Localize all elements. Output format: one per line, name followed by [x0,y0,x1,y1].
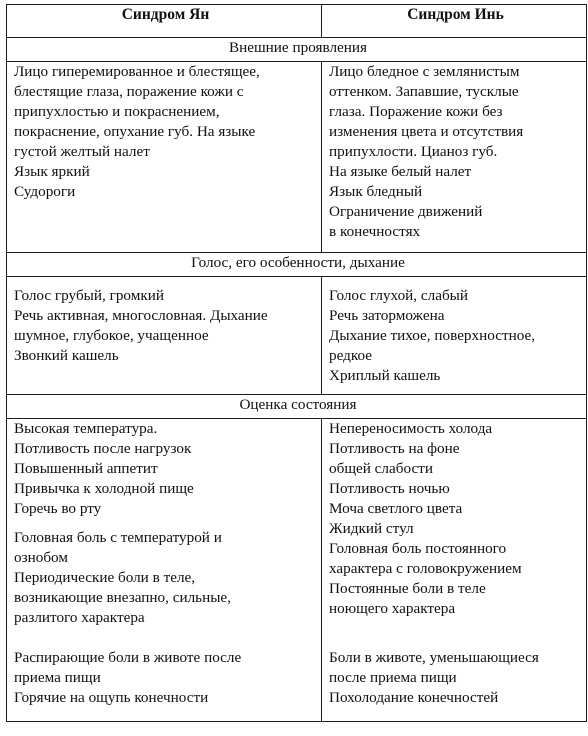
text-line: Голос глухой, слабый [329,287,469,304]
text-line: Повышенный аппетит [14,460,158,477]
cell-yin-external [322,62,587,253]
text-line: припухлостью и покраснением, [14,103,220,120]
table-row [7,277,587,395]
text-line: Язык яркий [14,163,90,180]
text-line: Дыхание тихое, поверхностное, [329,327,536,344]
section-title-external: Внешние проявления [7,38,587,62]
cell-yin-voice [322,277,587,395]
table-header-row [7,5,587,38]
text-line: ноющего характера [329,600,456,617]
text-line: Речь активная, многословная. Дыхание [14,307,268,324]
text-line: Потливость на фоне [329,440,460,457]
text-line: блестящие глаза, поражение кожи с [14,83,244,100]
text-line: Постоянные боли в теле [329,580,486,597]
text-line: Лицо бледное с землянистым [329,63,520,80]
table-row [7,62,587,253]
text-line: в конечностях [329,223,421,240]
text-line: Ограничение движений [329,203,483,220]
header-yin: Синдром Инь [322,5,587,38]
text-line: Периодические боли в теле, [14,569,196,586]
text-line: Головная боль постоянного [329,540,507,557]
section-title-row [7,38,587,62]
text-line: ознобом [14,549,68,566]
text-line: Моча светлого цвета [329,500,463,517]
header-yang: Синдром Ян [7,5,322,38]
text-line: Потливость ночью [329,480,450,497]
cell-yang-assessment [7,419,322,722]
text-line: Хриплый кашель [329,367,441,384]
cell-yin-assessment [322,419,587,722]
text-line: разлитого характера [14,609,145,626]
text-line: редкое [329,347,372,364]
section-title-row [7,395,587,419]
text-line: Потливость после нагрузок [14,440,192,457]
table-row [7,419,587,722]
text-line: Звонкий кашель [14,347,119,364]
text-line: Горечь во рту [14,500,102,517]
text-line: Судороги [14,183,76,200]
text-line: Речь заторможена [329,307,445,324]
cell-yang-voice [7,277,322,395]
text-line: Похолодание конечностей [329,689,499,706]
text-line: глаза. Поражение кожи без [329,103,503,120]
text-line: общей слабости [329,460,433,477]
text-line: Непереносимость холода [329,420,493,437]
text-line: Боли в животе, уменьшающиеся [329,649,539,666]
cell-yang-external [7,62,322,253]
text-line: густой желтый налет [14,143,150,160]
text-line: Горячие на ощупь конечности [14,689,209,706]
syndrome-comparison-table [6,4,587,722]
text-line: возникающие внезапно, сильные, [14,589,231,606]
text-line: Головная боль с температурой и [14,529,222,546]
text-line: приема пищи [14,669,101,686]
text-line: припухлости. Цианоз губ. [329,143,498,160]
text-line: оттенком. Запавшие, тусклые [329,83,519,100]
section-title-row [7,253,587,277]
section-title-assessment: Оценка состояния [7,395,587,419]
text-line: Лицо гиперемированное и блестящее, [14,63,260,80]
text-line: Распирающие боли в животе после [14,649,242,666]
text-line: Жидкий стул [329,520,414,537]
text-line: после приема пищи [329,669,457,686]
text-line: изменения цвета и отсутствия [329,123,524,140]
section-title-voice: Голос, его особенности, дыхание [7,253,587,277]
text-line: покраснение, опухание губ. На языке [14,123,256,140]
text-line: Высокая температура. [14,420,158,437]
text-line: На языке белый налет [329,163,472,180]
text-line: характера с головокружением [329,560,522,577]
text-line: Язык бледный [329,183,423,200]
text-line: Привычка к холодной пище [14,480,194,497]
text-line: Голос грубый, громкий [14,287,164,304]
text-line: шумное, глубокое, учащенное [14,327,209,344]
